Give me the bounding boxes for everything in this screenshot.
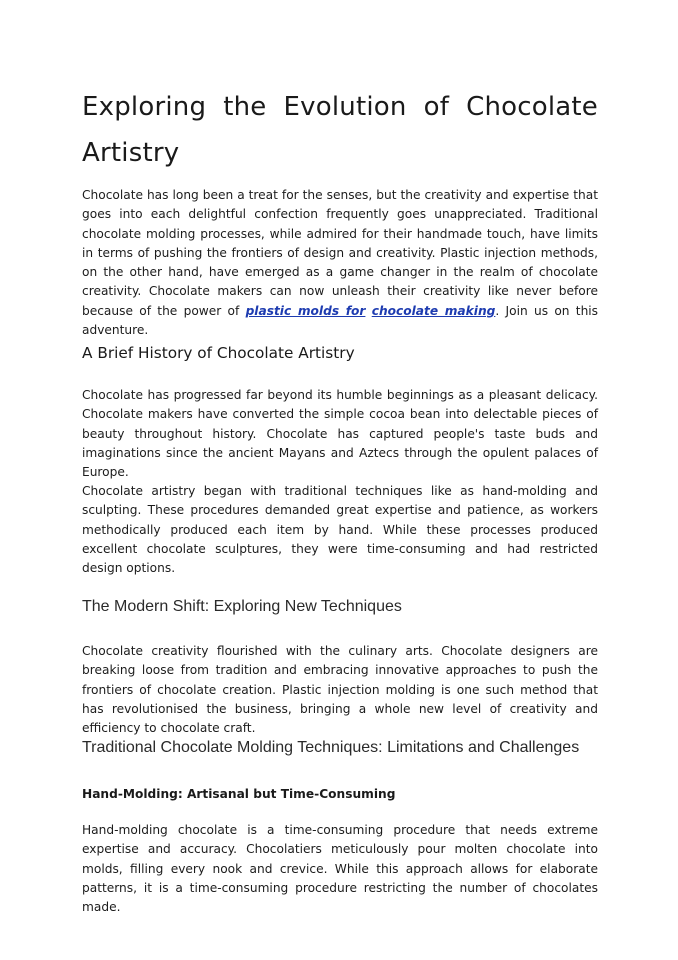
section-heading-history: A Brief History of Chocolate Artistry	[82, 344, 355, 362]
section-heading-traditional: Traditional Chocolate Molding Techniques: Limitations and Challenges	[82, 739, 580, 756]
history-paragraph-1: Chocolate has progressed far beyond its humble beginnings as a pleasant delicacy. Chocolate makers have converted the simple cocoa bean into delectable pieces of beauty throughout history. Chocolate has captured people's taste buds and imaginations since the ancient Mayans and Aztecs through the opulent palaces of Europe.	[82, 388, 598, 480]
history-paragraph-2: Chocolate artistry began with traditional techniques like as hand-molding and sculpting. These procedures demanded great expertise and patience, as workers methodically produced each item by hand. While these processes produced excellent chocolate sculptures, they were time-consuming and had restricted design options.	[82, 484, 598, 576]
intro-paragraph	[82, 186, 598, 340]
hand-molding-paragraph: Hand-molding chocolate is a time-consuming procedure that needs extreme expertise and accuracy. Chocolatiers meticulously pour molten chocolate into molds, filling every nook and crevice. While this approach allows for elaborate patterns, it is a time-consuming procedure restricting the number of chocolates made.	[82, 823, 598, 915]
section-heading-modern: The Modern Shift: Exploring New Techniques	[82, 598, 402, 615]
intro-text: Chocolate has long been a treat for the senses, but the creativity and expertise that goes into each delightful confection frequently goes unappreciated. Traditional chocolate molding processes, while admired for their handmade touch, have limits in terms of pushing the frontiers of design and creativity. Plastic injection methods, on the other hand, have emerged as a game changer in the realm of chocolate creativity. Chocolate makers can now unleash their creativity like never before because of the power of	[82, 188, 598, 318]
link-plastic-molds[interactable]: plastic molds for	[245, 303, 366, 318]
intro-text-end: . Join us on this adventure.	[82, 303, 599, 338]
page-title: Exploring the Evolution of Chocolate Artistry	[82, 92, 598, 168]
link-chocolate-making[interactable]: chocolate making	[371, 303, 496, 318]
subheading-hand-molding: Hand-Molding: Artisanal but Time-Consuming	[82, 787, 396, 801]
modern-paragraph: Chocolate creativity flourished with the culinary arts. Chocolate designers are breaking loose from tradition and embracing innovative approaches to push the frontiers of chocolate creation. Plastic injection molding is one such method that has revolutionised the business, bringing a whole new level of creativity and efficiency to chocolate craft.	[82, 644, 598, 736]
